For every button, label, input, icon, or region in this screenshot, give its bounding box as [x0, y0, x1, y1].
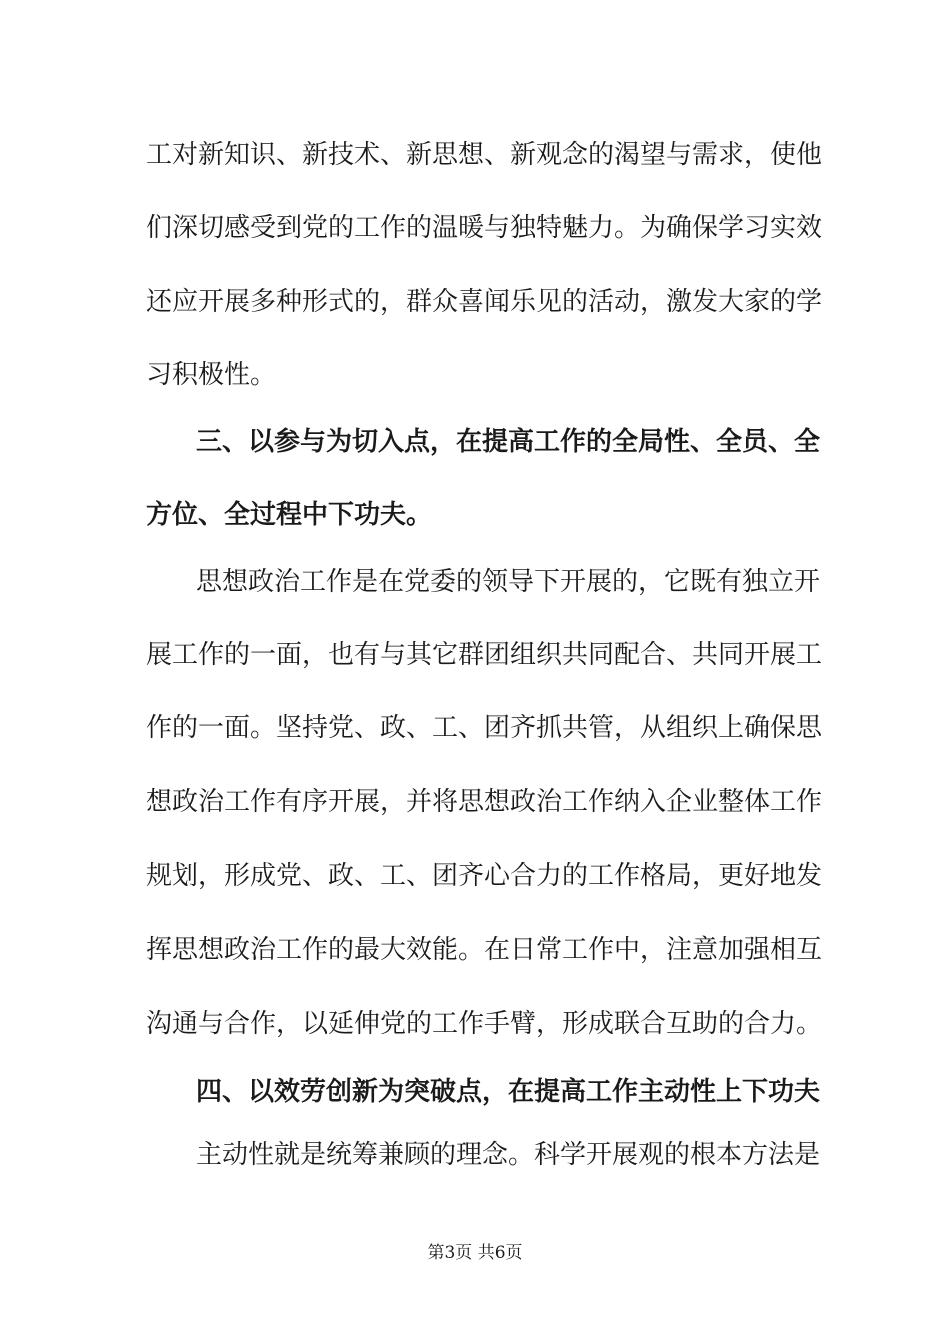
- page-number: 第3页 共6页: [427, 1243, 523, 1263]
- text-line: 挥思想政治工作的最大效能。在日常工作中，注意加强相互: [146, 935, 823, 965]
- section-heading-3: 三、以参与为切入点，在提高工作的全局性、全员、全: [196, 427, 821, 457]
- text-line: 主动性就是统筹兼顾的理念。科学开展观的根本方法是: [196, 1140, 821, 1170]
- text-line: 想政治工作有序开展，并将思想政治工作纳入企业整体工作: [146, 787, 823, 817]
- text-line: 思想政治工作是在党委的领导下开展的，它既有独立开: [196, 567, 821, 597]
- text-line: 们深切感受到党的工作的温暖与独特魅力。为确保学习实效: [146, 213, 823, 243]
- text-line: 规划，形成党、政、工、团齐心合力的工作格局，更好地发: [146, 861, 823, 891]
- text-line: 沟通与合作，以延伸党的工作手臂，形成联合互助的合力。: [146, 1009, 823, 1039]
- text-line: 习积极性。: [146, 360, 277, 390]
- section-heading-4: 四、以效劳创新为突破点，在提高工作主动性上下功夫: [196, 1077, 821, 1107]
- text-line: 还应开展多种形式的，群众喜闻乐见的活动，激发大家的学: [146, 287, 823, 317]
- section-heading-3-cont: 方位、全过程中下功夫。: [146, 500, 433, 530]
- text-line: 展工作的一面，也有与其它群团组织共同配合、共同开展工: [146, 640, 823, 670]
- text-line: 工对新知识、新技术、新思想、新观念的渴望与需求，使他: [146, 140, 823, 170]
- text-line: 作的一面。坚持党、政、工、团齐抓共管，从组织上确保思: [146, 713, 823, 743]
